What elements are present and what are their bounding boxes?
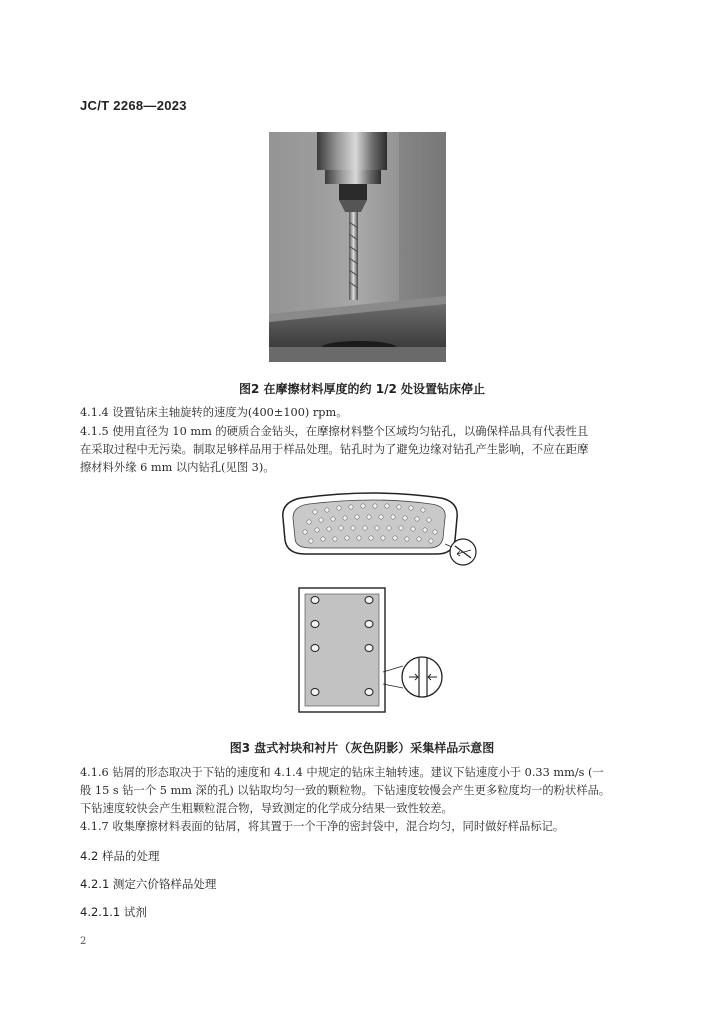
page-number: 2: [80, 936, 87, 947]
drill-press-photo: [269, 132, 446, 362]
clause-4-1-5-line3: 擦材料外缘 6 mm 以内钻孔(见图 3)。: [80, 461, 275, 474]
clause-4-1-7: 4.1.7 收集摩擦材料表面的钻屑，将其置于一个干净的密封袋中，混合均匀，同时做好样品标记。: [80, 820, 565, 833]
clause-4-1-6-line2: 般 15 s 钻一个 5 mm 深的孔) 以钻取均匀一致的颗粒物。下钻速度较慢会产生更多粒度均一的粉状样品。: [80, 784, 611, 797]
clause-4-1-6-line1: 4.1.6 钻屑的形态取决于下钻的速度和 4.1.4 中规定的钻床主轴转速。建议下钻速度小于 0.33 mm/s (一: [80, 766, 604, 779]
figure2-caption: 图2 在摩擦材料厚度的约 1/2 处设置钻床停止: [239, 382, 485, 396]
clause-4-1-5-line1: 4.1.5 使用直径为 10 mm 的硬质合金钻头，在摩擦材料整个区域均匀钻孔，以确保样品具有代表性且: [80, 425, 589, 438]
figure3-caption: 图3 盘式衬块和衬片（灰色阴影）采集样品示意图: [229, 741, 495, 755]
section-4-2-1-heading: 4.2.1 测定六价铬样品处理: [80, 877, 217, 891]
clause-4-1-4: 4.1.4 设置钻床主轴旋转的速度为(400±100) rpm。: [80, 406, 348, 419]
section-4-2-heading: 4.2 样品的处理: [80, 849, 160, 863]
standard-code: JC/T 2268—2023: [80, 98, 187, 113]
section-4-2-1-1-heading: 4.2.1.1 试剂: [80, 905, 147, 919]
sampling-schematic: [265, 488, 485, 720]
clause-4-1-5-line2: 在采取过程中无污染。制取足够样品用于样品处理。钻孔时为了避免边缘对钻孔产生影响，不应在距摩: [80, 443, 589, 456]
clause-4-1-6-line3: 下钻速度较快会产生粗颗粒混合物，导致测定的化学成分结果一致性较差。: [80, 802, 453, 815]
